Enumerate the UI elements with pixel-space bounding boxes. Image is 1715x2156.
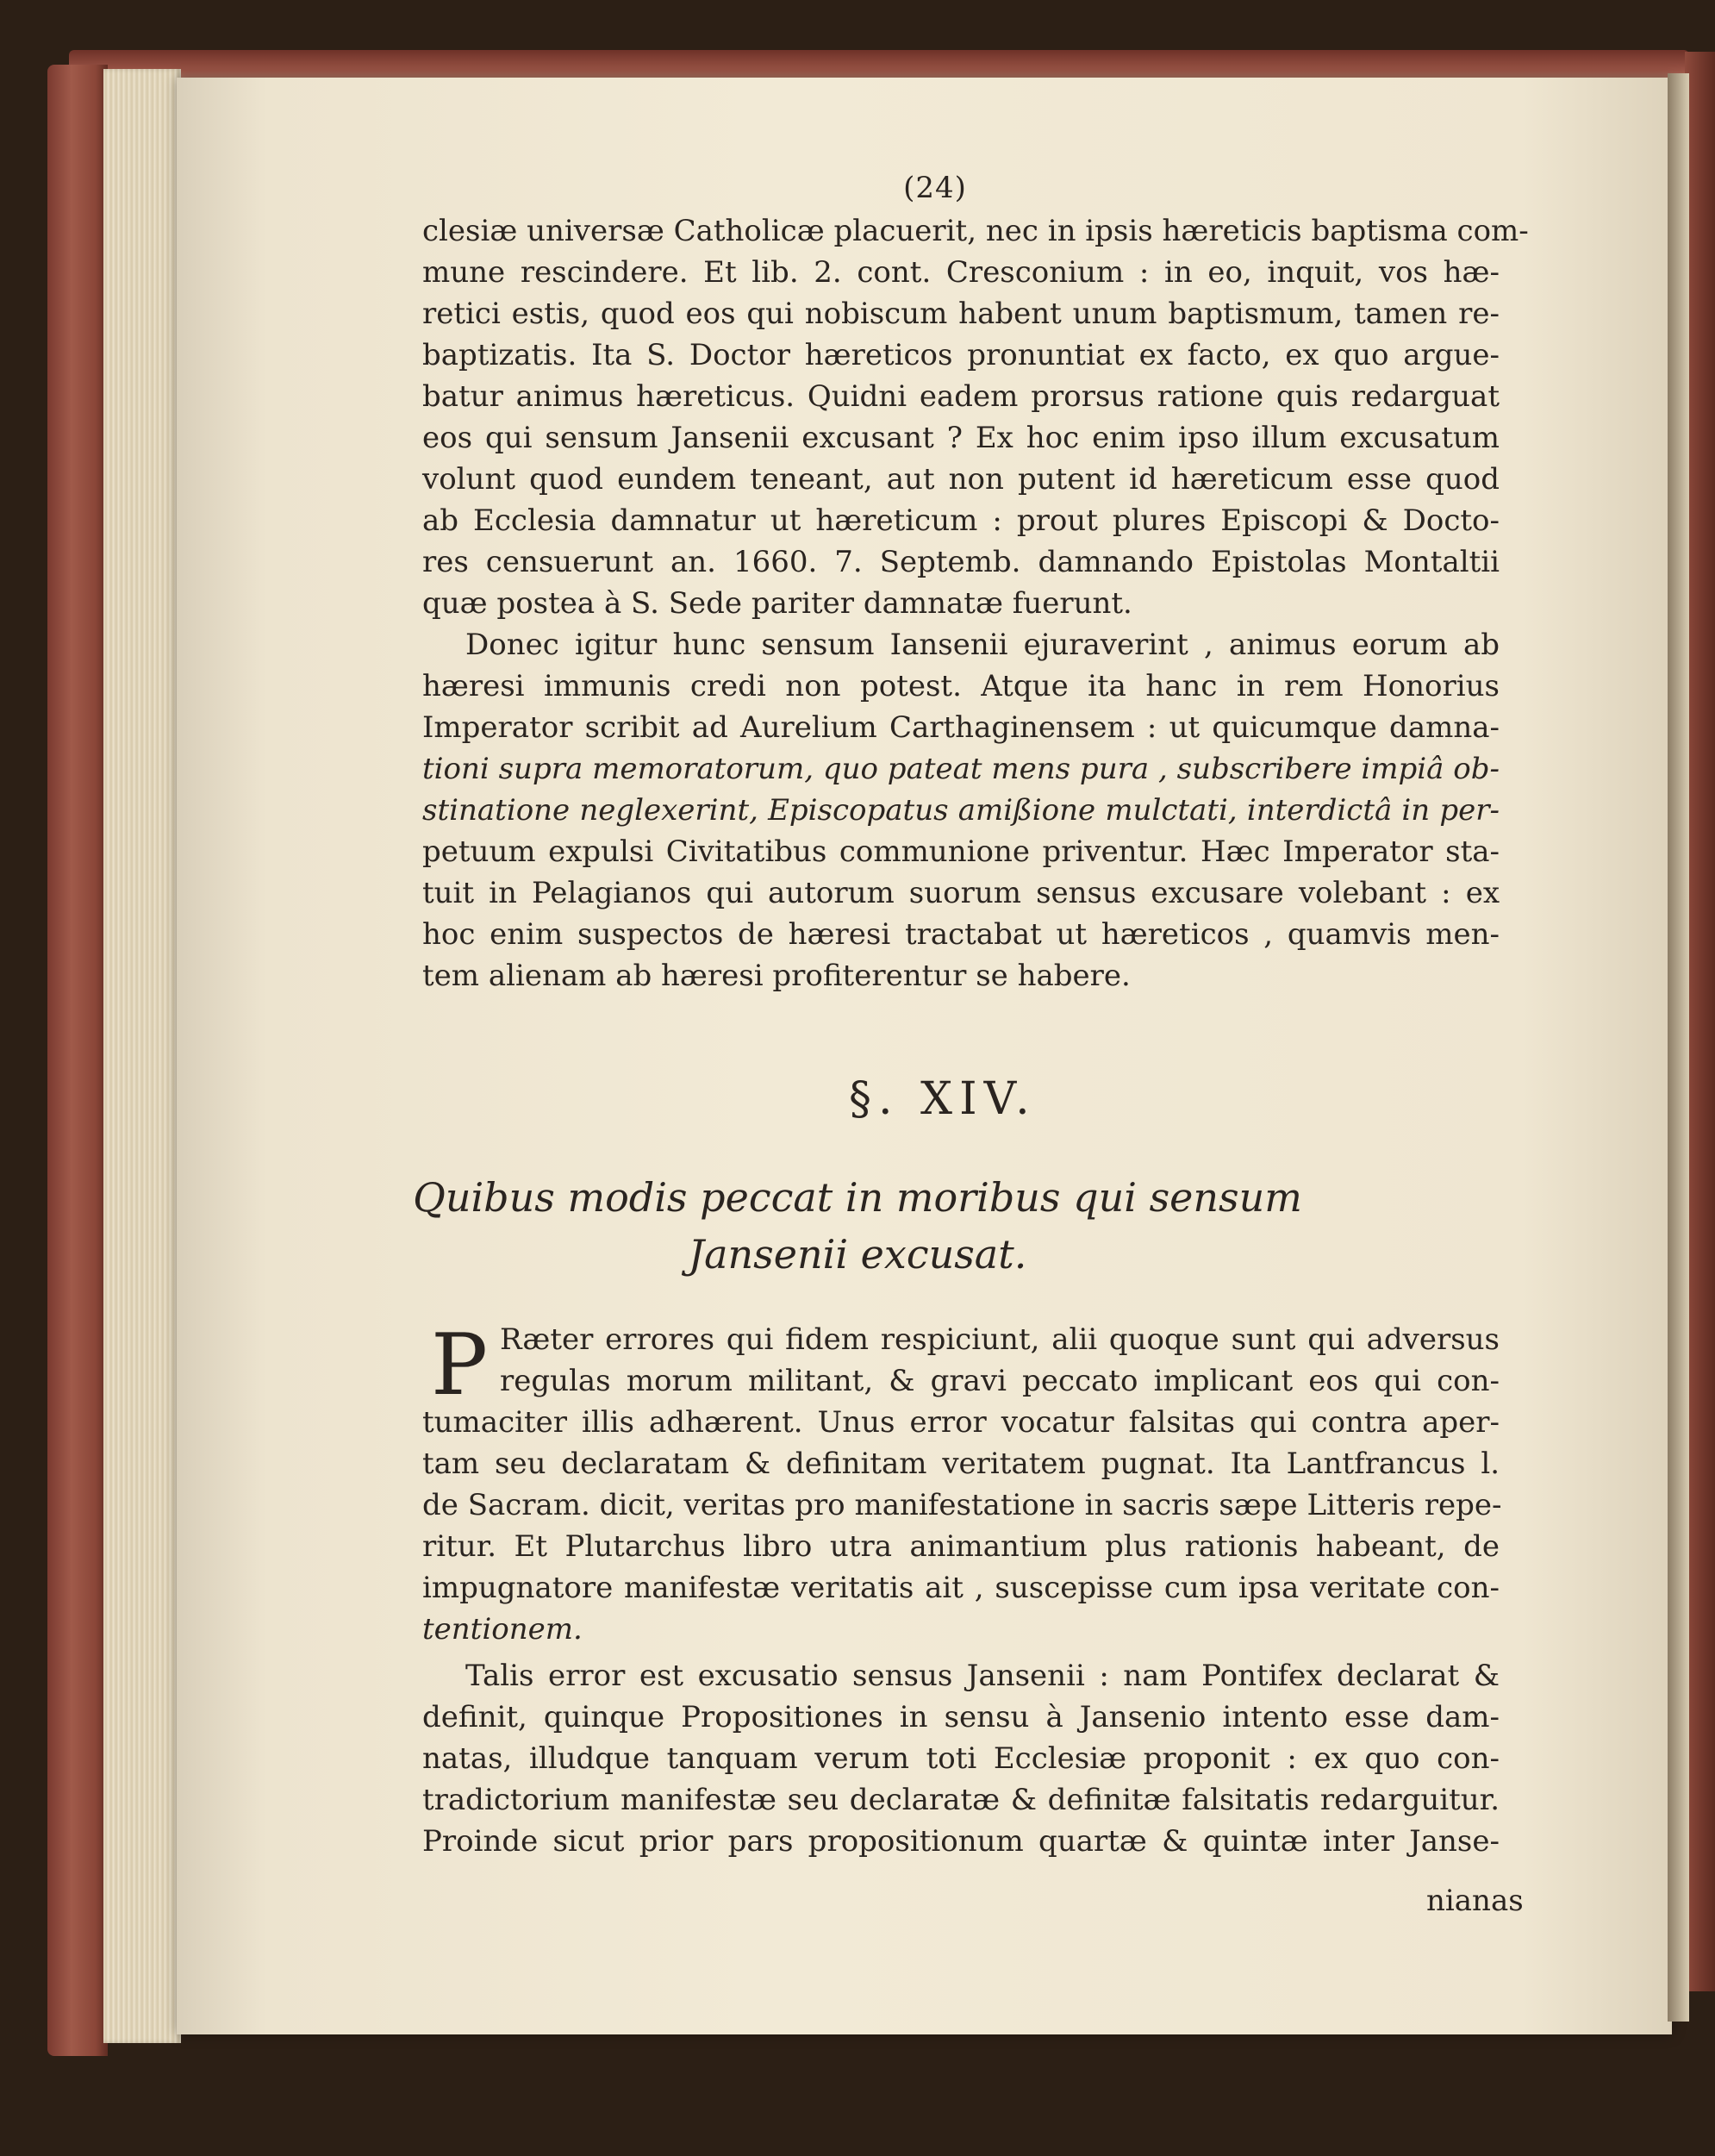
text-line: hæresi immunis credi non potest. Atque ita hanc in rem Honorius xyxy=(422,669,1500,703)
text-line: tioni supra memoratorum, quo pateat mens pura , subscribere impiâ ob- xyxy=(422,752,1500,786)
text-line: de Sacram. dicit, veritas pro manifestatione in sacris sæpe Litteris repe- xyxy=(422,1488,1502,1522)
text-line: baptizatis. Ita S. Doctor hæreticos pronuntiat ex facto, ex quo argue- xyxy=(422,338,1500,372)
page-stack-edge xyxy=(103,69,181,2043)
text-line: Donec igitur hunc sensum Iansenii ejuraverint , animus eorum ab xyxy=(465,628,1500,662)
text-line: Talis error est excusatio sensus Jansenii : nam Pontifex declarat & xyxy=(465,1659,1500,1693)
text-line: impugnatore manifestæ veritatis ait , suscepisse cum ipsa veritate con- xyxy=(422,1571,1500,1605)
text-line: tam seu declaratam & definitam veritatem pugnat. Ita Lantfrancus l. xyxy=(422,1447,1500,1481)
text-line: clesiæ universæ Catholicæ placuerit, nec in ipsis hæreticis baptisma com- xyxy=(422,214,1529,248)
section-heading-line1: Quibus modis peccat in moribus qui sensum xyxy=(413,1174,1302,1221)
text-line: petuum expulsi Civitatibus communione priventur. Hæc Imperator sta- xyxy=(422,834,1500,869)
text-line: tem alienam ab hæresi profiterentur se habere. xyxy=(422,959,1131,993)
text-line: ritur. Et Plutarchus libro utra animantium plus rationis habeant, de xyxy=(422,1529,1500,1564)
text-line: tradictorium manifestæ seu declaratæ & definitæ falsitatis redarguitur. xyxy=(422,1783,1500,1817)
gutter-facing-page xyxy=(1668,73,1689,2022)
text-line: Imperator scribit ad Aurelium Carthaginensem : ut quicumque damna- xyxy=(422,710,1500,745)
section-number: §. XIV. xyxy=(849,1073,1037,1125)
text-line: hoc enim suspectos de hæresi tractabat ut hæreticos , quamvis men- xyxy=(422,917,1500,952)
catchword: nianas xyxy=(1426,1884,1524,1918)
text-line: definit, quinque Propositiones in sensu à Jansenio intento esse dam- xyxy=(422,1700,1500,1734)
text-line: natas, illudque tanquam verum toti Ecclesiæ proponit : ex quo con- xyxy=(422,1741,1500,1776)
text-line: batur animus hæreticus. Quidni eadem prorsus ratione quis redarguat xyxy=(422,379,1500,414)
text-line: Proinde sicut prior pars propositionum quartæ & quintæ inter Janse- xyxy=(422,1824,1500,1859)
text-line: ab Ecclesia damnatur ut hæreticum : prout plures Episcopi & Docto- xyxy=(422,503,1500,538)
text-line: volunt quod eundem teneant, aut non putent id hæreticum esse quod xyxy=(422,462,1500,497)
text-line: regulas morum militant, & gravi peccato implicant eos qui con- xyxy=(500,1364,1500,1398)
text-line: retici estis, quod eos qui nobiscum habent unum baptismum, tamen re- xyxy=(422,297,1500,331)
text-line: tuit in Pelagianos qui autorum suorum sensus excusare volebant : ex xyxy=(422,876,1500,910)
book-cover-left-edge xyxy=(47,65,108,2056)
page-number: (24) xyxy=(903,171,967,205)
text-line: stinatione neglexerint, Episcopatus amißione mulctati, interdictâ in per- xyxy=(422,793,1500,828)
text-line: tumaciter illis adhærent. Unus error vocatur falsitas qui contra aper- xyxy=(422,1405,1500,1440)
text-line: quæ postea à S. Sede pariter damnatæ fuerunt. xyxy=(422,586,1132,621)
text-line: tentionem. xyxy=(422,1612,583,1647)
section-heading-line2: Jansenii excusat. xyxy=(688,1231,1027,1278)
book-cover-right-edge xyxy=(1685,52,1715,1991)
text-line: eos qui sensum Jansenii excusant ? Ex hoc enim ipso illum excusatum xyxy=(422,421,1500,455)
text-line: Ræter errores qui fidem respiciunt, alii quoque sunt qui adversus xyxy=(500,1322,1500,1357)
text-line: mune rescindere. Et lib. 2. cont. Cresconium : in eo, inquit, vos hæ- xyxy=(422,255,1500,290)
text-line: res censuerunt an. 1660. 7. Septemb. damnando Epistolas Montaltii xyxy=(422,545,1500,579)
drop-cap: P xyxy=(431,1316,488,1415)
